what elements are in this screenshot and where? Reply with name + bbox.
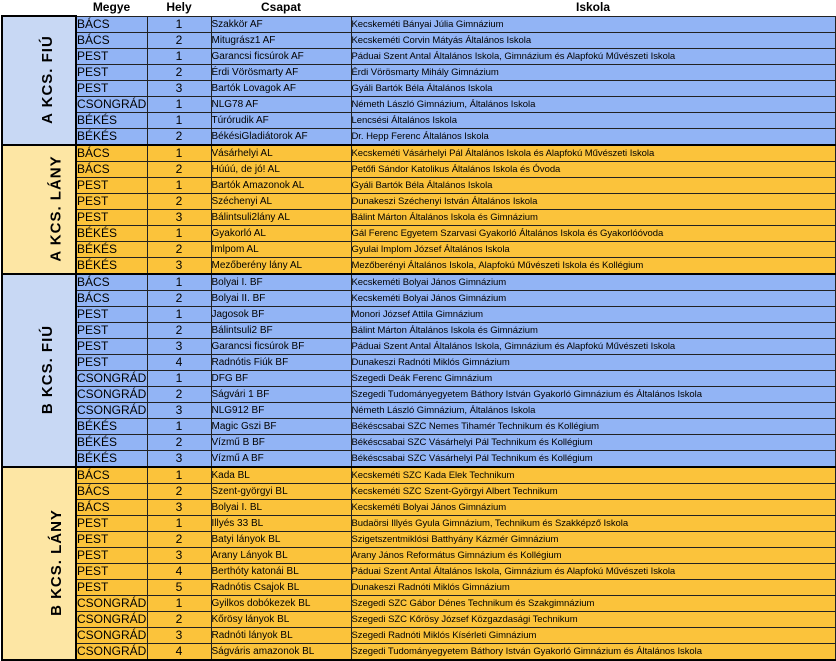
megye-cell[interactable]: CSONGRÁD: [77, 627, 147, 642]
megye-cell[interactable]: PEST: [76, 354, 147, 370]
table-row: [2, 145, 835, 162]
table-row: [2, 499, 835, 515]
megye-cell[interactable]: PEST: [76, 547, 147, 563]
csapat-cell[interactable]: Bálintsuli2 BF: [211, 322, 351, 338]
megye-cell[interactable]: PEST: [76, 177, 147, 193]
category-label: B KCS. LÁNY: [47, 508, 65, 616]
megye-cell[interactable]: PEST: [76, 563, 147, 579]
iskola-cell[interactable]: Kecskeméti SZC Szent-Györgyi Albert Technikum: [351, 483, 835, 499]
megye-cell[interactable]: PEST: [76, 338, 147, 354]
csapat-cell[interactable]: Bolyai I. BL: [211, 499, 351, 515]
csapat-cell[interactable]: Arany Lányok BL: [211, 547, 351, 563]
megye-cell[interactable]: BÁCS: [76, 16, 147, 32]
iskola-cell[interactable]: Lencsési Általános Iskola: [351, 112, 835, 128]
megye-cell[interactable]: BÉKÉS: [76, 225, 147, 241]
megye-cell[interactable]: BÁCS: [76, 483, 147, 499]
iskola-cell[interactable]: Szegedi Deák Ferenc Gimnázium: [351, 370, 835, 386]
table-row: [2, 563, 835, 579]
hely-cell[interactable]: 1: [147, 306, 211, 322]
csapat-cell[interactable]: Bálintsuli2lány AL: [211, 209, 351, 225]
hely-cell[interactable]: 2: [147, 64, 211, 80]
csapat-cell[interactable]: Radnótis Csajok BL: [211, 579, 351, 595]
iskola-cell[interactable]: Békéscsabai SZC Vásárhelyi Pál Technikum és Kollégium: [351, 434, 835, 450]
csapat-cell[interactable]: Batyi lányok BL: [211, 531, 351, 547]
iskola-cell[interactable]: Dunakeszi Széchenyi István Általános Iskola: [351, 193, 835, 209]
csapat-cell[interactable]: Vízmű B BF: [211, 434, 351, 450]
hely-cell[interactable]: 2: [147, 322, 211, 338]
csapat-cell[interactable]: Illyés 33 BL: [211, 515, 351, 531]
iskola-cell[interactable]: Mezőberényi Általános Iskola, Alapfokú Művészeti Iskola és Kollégium: [351, 257, 835, 274]
table-row: [2, 225, 835, 241]
csapat-cell[interactable]: Ságváris amazonok BL: [211, 643, 351, 660]
csapat-cell[interactable]: NLG912 BF: [211, 402, 351, 418]
category-label: B KCS. FIÚ: [39, 324, 57, 414]
table-row: [2, 354, 835, 370]
table-row: [2, 611, 835, 627]
hely-cell[interactable]: 2: [147, 161, 211, 177]
hely-cell[interactable]: 2: [147, 483, 211, 499]
table-row: [2, 579, 835, 595]
iskola-cell[interactable]: Dunakeszi Radnóti Miklós Gimnázium: [351, 579, 835, 595]
megye-cell[interactable]: CSONGRÁD: [77, 402, 147, 417]
iskola-cell[interactable]: Bálint Márton Általános Iskola és Gimnázium: [351, 322, 835, 338]
iskola-cell[interactable]: Gyáli Bartók Béla Általános Iskola: [351, 177, 835, 193]
hely-cell[interactable]: 1: [147, 177, 211, 193]
header-row: [2, 0, 835, 16]
iskola-cell[interactable]: Kecskeméti Bolyai János Gimnázium: [351, 499, 835, 515]
iskola-cell[interactable]: Gyáli Bartók Béla Általános Iskola: [351, 80, 835, 96]
iskola-cell[interactable]: Dunakeszi Radnóti Miklós Gimnázium: [351, 354, 835, 370]
megye-cell[interactable]: BÁCS: [76, 32, 147, 48]
hely-cell[interactable]: 2: [147, 193, 211, 209]
table-row: [2, 322, 835, 338]
table-row: [2, 402, 835, 418]
category-label: A KCS. LÁNY: [47, 154, 65, 262]
iskola-cell[interactable]: Szegedi SZC Kőrösy József Közgazdasági Technikum: [351, 611, 835, 627]
hely-cell[interactable]: 3: [147, 627, 211, 643]
hely-cell[interactable]: 3: [147, 450, 211, 467]
csapat-cell[interactable]: Magic Gszi BF: [211, 418, 351, 434]
table-row: [2, 370, 835, 386]
megye-cell[interactable]: BÁCS: [76, 467, 147, 484]
megye-cell[interactable]: PEST: [76, 322, 147, 338]
csapat-cell[interactable]: Bartók Amazonok AL: [211, 177, 351, 193]
table-row: [2, 531, 835, 547]
megye-cell[interactable]: BÉKÉS: [76, 257, 147, 274]
iskola-cell[interactable]: Kecskeméti Bolyai János Gimnázium: [351, 274, 835, 291]
hely-cell[interactable]: 3: [147, 402, 211, 418]
hely-cell[interactable]: 2: [147, 434, 211, 450]
hely-cell[interactable]: 1: [147, 595, 211, 611]
csapat-cell[interactable]: Gyakorló AL: [211, 225, 351, 241]
iskola-cell[interactable]: Szegedi Radnóti Miklós Kísérleti Gimnázium: [351, 627, 835, 643]
table-row: [2, 306, 835, 322]
hely-cell[interactable]: 3: [147, 80, 211, 96]
table-row: [2, 450, 835, 467]
csapat-cell[interactable]: Mitugrász1 AF: [211, 32, 351, 48]
hely-cell[interactable]: 3: [147, 547, 211, 563]
csapat-cell[interactable]: Bolyai I. BF: [211, 274, 351, 291]
megye-cell[interactable]: PEST: [76, 64, 147, 80]
csapat-cell[interactable]: BékésiGladiátorok AF: [211, 128, 351, 145]
table-row: [2, 515, 835, 531]
table-row: [2, 643, 835, 660]
megye-cell[interactable]: CSONGRÁD: [77, 595, 147, 610]
csapat-cell[interactable]: Imlpom AL: [211, 241, 351, 257]
iskola-cell[interactable]: Kecskeméti SZC Kada Elek Technikum: [351, 467, 835, 484]
megye-cell[interactable]: BÉKÉS: [76, 418, 147, 434]
table-row: [2, 177, 835, 193]
csapat-cell[interactable]: Érdi Vörösmarty AF: [211, 64, 351, 80]
iskola-cell[interactable]: Szegedi Tudományegyetem Báthory István Gyakorló Gimnázium és Általános Iskola: [351, 643, 835, 660]
csapat-cell[interactable]: Berthóty katonái BL: [211, 563, 351, 579]
megye-cell[interactable]: PEST: [76, 209, 147, 225]
table-row: [2, 627, 835, 643]
megye-cell[interactable]: CSONGRÁD: [77, 611, 147, 626]
table-row: [2, 32, 835, 48]
megye-cell[interactable]: BÁCS: [76, 499, 147, 515]
hely-cell[interactable]: 2: [147, 290, 211, 306]
csapat-cell[interactable]: Kada BL: [211, 467, 351, 484]
table-row: [2, 96, 835, 112]
table-row: [2, 209, 835, 225]
megye-cell[interactable]: CSONGRÁD: [77, 370, 147, 385]
megye-cell[interactable]: CSONGRÁD: [77, 386, 147, 401]
hely-cell[interactable]: 3: [147, 338, 211, 354]
csapat-cell[interactable]: Kőrösy lányok BL: [211, 611, 351, 627]
hely-cell[interactable]: 1: [147, 370, 211, 386]
category-label-cell[interactable]: [2, 467, 76, 660]
iskola-cell[interactable]: Békéscsabai SZC Vásárhelyi Pál Technikum és Kollégium: [351, 450, 835, 467]
iskola-cell[interactable]: Dr. Hepp Ferenc Általános Iskola: [351, 128, 835, 145]
csapat-cell[interactable]: Szakkör AF: [211, 16, 351, 32]
hely-cell[interactable]: 2: [147, 128, 211, 145]
iskola-cell[interactable]: Páduai Szent Antal Általános Iskola, Gimnázium és Alapfokú Művészeti Iskola: [351, 48, 835, 64]
megye-cell[interactable]: PEST: [76, 306, 147, 322]
megye-cell[interactable]: BÉKÉS: [76, 434, 147, 450]
hely-cell[interactable]: 2: [147, 241, 211, 257]
megye-cell[interactable]: BÁCS: [76, 161, 147, 177]
megye-cell[interactable]: PEST: [76, 515, 147, 531]
table-row: [2, 418, 835, 434]
csapat-cell[interactable]: Széchenyi AL: [211, 193, 351, 209]
header-hely[interactable]: Hely: [147, 0, 211, 16]
hely-cell[interactable]: 1: [147, 418, 211, 434]
csapat-cell[interactable]: Ságvári 1 BF: [211, 386, 351, 402]
table-row: [2, 595, 835, 611]
iskola-cell[interactable]: Szigetszentmiklósi Batthyány Kázmér Gimnázium: [351, 531, 835, 547]
table-row: [2, 193, 835, 209]
table-row: [2, 241, 835, 257]
table-row: [2, 547, 835, 563]
table-row: [2, 64, 835, 80]
category-label-cell[interactable]: [2, 145, 76, 274]
hely-cell[interactable]: 1: [147, 16, 211, 32]
csapat-cell[interactable]: Radnóti lányok BL: [211, 627, 351, 643]
table-row: [2, 483, 835, 499]
iskola-cell[interactable]: Budaörsi Illyés Gyula Gimnázium, Technikum és Szakképző Iskola: [351, 515, 835, 531]
table-row: [2, 80, 835, 96]
iskola-cell[interactable]: Szegedi Tudományegyetem Báthory István Gyakorló Gimnázium és Általános Iskola: [351, 386, 835, 402]
megye-cell[interactable]: PEST: [76, 80, 147, 96]
iskola-cell[interactable]: Németh László Gimnázium, Általános Iskola: [351, 402, 835, 418]
table-row: [2, 257, 835, 274]
results-table: [1, 0, 836, 661]
megye-cell[interactable]: BÉKÉS: [76, 241, 147, 257]
hely-cell[interactable]: 2: [147, 611, 211, 627]
table-row: [2, 161, 835, 177]
csapat-cell[interactable]: Húúú, de jó! AL: [211, 161, 351, 177]
header-csapat[interactable]: Csapat: [211, 0, 351, 16]
iskola-cell[interactable]: Gál Ferenc Egyetem Szarvasi Gyakorló Általános Iskola és Gyakorlóóvoda: [351, 225, 835, 241]
category-label-cell[interactable]: [2, 16, 76, 145]
table-row: [2, 386, 835, 402]
hely-cell[interactable]: 1: [147, 48, 211, 64]
iskola-cell[interactable]: Kecskeméti Vásárhelyi Pál Általános Iskola és Alapfokú Művészeti Iskola: [351, 145, 835, 162]
iskola-cell[interactable]: Petőfi Sándor Katolikus Általános Iskola és Óvoda: [351, 161, 835, 177]
table-row: [2, 467, 835, 484]
megye-cell[interactable]: BÉKÉS: [76, 128, 147, 145]
iskola-cell[interactable]: Gyulai Implom József Általános Iskola: [351, 241, 835, 257]
hely-cell[interactable]: 4: [147, 354, 211, 370]
hely-cell[interactable]: 1: [147, 274, 211, 291]
header-category: [2, 0, 76, 16]
iskola-cell[interactable]: Németh László Gimnázium, Általános Iskola: [351, 96, 835, 112]
csapat-cell[interactable]: Túrórudik AF: [211, 112, 351, 128]
table-row: [2, 48, 835, 64]
hely-cell[interactable]: 1: [147, 112, 211, 128]
megye-cell[interactable]: CSONGRÁD: [77, 643, 147, 658]
table-row: [2, 274, 835, 291]
csapat-cell[interactable]: Szent-györgyi BL: [211, 483, 351, 499]
table-row: [2, 112, 835, 128]
hely-cell[interactable]: 3: [147, 499, 211, 515]
megye-cell[interactable]: CSONGRÁD: [77, 96, 147, 111]
table-row: [2, 338, 835, 354]
megye-cell[interactable]: BÁCS: [76, 274, 147, 291]
megye-cell[interactable]: PEST: [76, 48, 147, 64]
csapat-cell[interactable]: Garancsi ficsúrok BF: [211, 338, 351, 354]
iskola-cell[interactable]: Kecskeméti Bolyai János Gimnázium: [351, 290, 835, 306]
csapat-cell[interactable]: Jagosok BF: [211, 306, 351, 322]
iskola-cell[interactable]: Érdi Vörösmarty Mihály Gimnázium: [351, 64, 835, 80]
iskola-cell[interactable]: Békéscsabai SZC Nemes Tihamér Technikum és Kollégium: [351, 418, 835, 434]
category-label-cell[interactable]: [2, 274, 76, 467]
iskola-cell[interactable]: Szegedi SZC Gábor Dénes Technikum és Szakgimnázium: [351, 595, 835, 611]
table-row: [2, 16, 835, 32]
hely-cell[interactable]: 2: [147, 32, 211, 48]
hely-cell[interactable]: 3: [147, 209, 211, 225]
csapat-cell[interactable]: DFG BF: [211, 370, 351, 386]
hely-cell[interactable]: 4: [147, 563, 211, 579]
megye-cell[interactable]: BÉKÉS: [76, 112, 147, 128]
header-iskola[interactable]: Iskola: [351, 0, 835, 16]
iskola-cell[interactable]: Bálint Márton Általános Iskola és Gimnázium: [351, 209, 835, 225]
hely-cell[interactable]: 1: [147, 96, 211, 112]
csapat-cell[interactable]: NLG78 AF: [211, 96, 351, 112]
header-megye[interactable]: Megye: [76, 0, 147, 16]
table-row: [2, 128, 835, 145]
hely-cell[interactable]: 3: [147, 257, 211, 274]
table-row: [2, 290, 835, 306]
csapat-cell[interactable]: Bartók Lovagok AF: [211, 80, 351, 96]
table-body: [2, 16, 835, 660]
csapat-cell[interactable]: Vásárhelyi AL: [211, 145, 351, 162]
hely-cell[interactable]: 1: [147, 225, 211, 241]
hely-cell[interactable]: 4: [147, 643, 211, 660]
hely-cell[interactable]: 1: [147, 515, 211, 531]
csapat-cell[interactable]: Gyilkos dobókezek BL: [211, 595, 351, 611]
megye-cell[interactable]: PEST: [76, 193, 147, 209]
hely-cell[interactable]: 5: [147, 579, 211, 595]
category-label: A KCS. FIÚ: [38, 34, 56, 124]
megye-cell[interactable]: PEST: [76, 531, 147, 547]
megye-cell[interactable]: BÁCS: [76, 145, 147, 162]
megye-cell[interactable]: BÉKÉS: [76, 450, 147, 467]
hely-cell[interactable]: 2: [147, 531, 211, 547]
hely-cell[interactable]: 2: [147, 386, 211, 402]
csapat-cell[interactable]: Bolyai II. BF: [211, 290, 351, 306]
hely-cell[interactable]: 1: [147, 467, 211, 484]
iskola-cell[interactable]: Páduai Szent Antal Általános Iskola, Gimnázium és Alapfokú Művészeti Iskola: [351, 563, 835, 579]
csapat-cell[interactable]: Mezőberény lány AL: [211, 257, 351, 274]
iskola-cell[interactable]: Páduai Szent Antal Általános Iskola, Gimnázium és Alapfokú Művészeti Iskola: [351, 338, 835, 354]
iskola-cell[interactable]: Monori József Attila Gimnázium: [351, 306, 835, 322]
hely-cell[interactable]: 1: [147, 145, 211, 162]
table-row: [2, 434, 835, 450]
megye-cell[interactable]: BÁCS: [76, 290, 147, 306]
csapat-cell[interactable]: Radnótis Fiúk BF: [211, 354, 351, 370]
iskola-cell[interactable]: Arany János Református Gimnázium és Kollégium: [351, 547, 835, 563]
iskola-cell[interactable]: Kecskeméti Bányai Júlia Gimnázium: [351, 16, 835, 32]
csapat-cell[interactable]: Garancsi ficsúrok AF: [211, 48, 351, 64]
csapat-cell[interactable]: Vízmű A BF: [211, 450, 351, 467]
megye-cell[interactable]: PEST: [76, 579, 147, 595]
iskola-cell[interactable]: Kecskeméti Corvin Mátyás Általános Iskola: [351, 32, 835, 48]
